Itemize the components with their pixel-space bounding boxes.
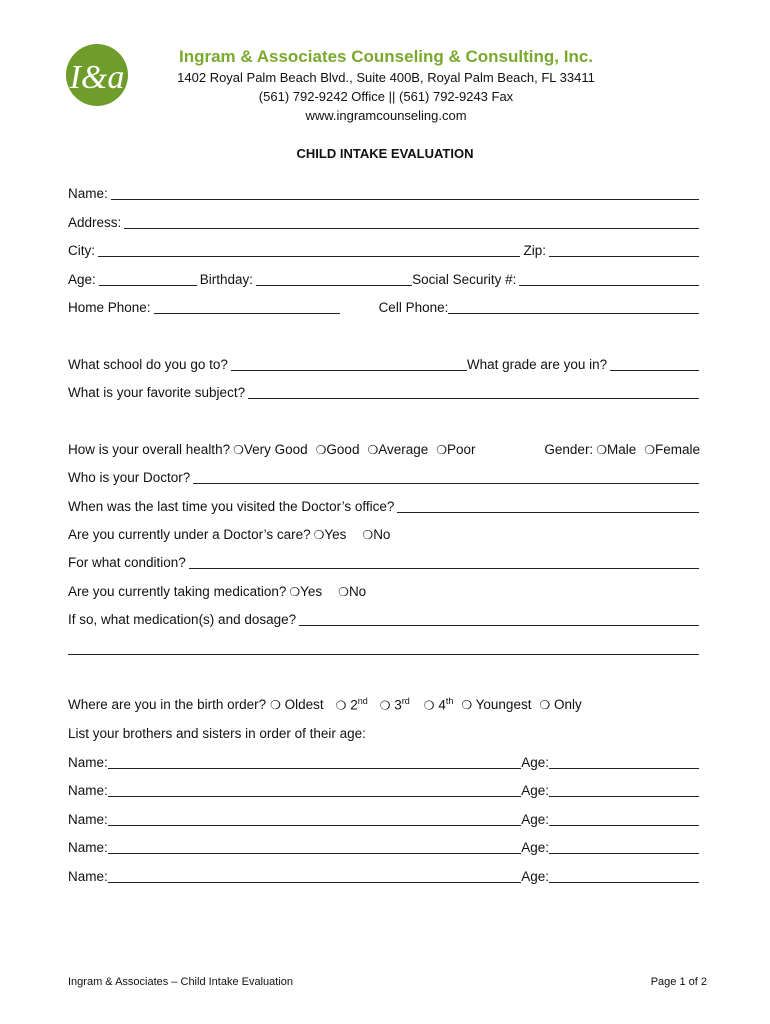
health-option-good[interactable]: ❍Good — [315, 442, 360, 457]
sibling-row — [68, 780, 702, 798]
zip-field[interactable] — [549, 243, 699, 257]
gender-option-female[interactable]: ❍Female — [644, 442, 700, 457]
checkbox-icon: ❍ — [379, 698, 391, 712]
condition-row — [68, 552, 702, 570]
sibling-name-field[interactable] — [108, 783, 521, 797]
birth-order-3rd[interactable]: ❍ 3rd — [379, 695, 410, 712]
doctor-care-label: Are you currently under a Doctor’s care? — [68, 527, 311, 542]
address-label: Address: — [68, 215, 122, 230]
medication-no[interactable]: ❍No — [338, 584, 367, 599]
school-label: What school do you go to? — [68, 357, 228, 372]
checkbox-icon: ❍ — [315, 443, 327, 457]
medication-yes[interactable]: ❍Yes — [289, 584, 323, 599]
cell-phone-field[interactable] — [448, 300, 699, 314]
checkbox-icon: ❍ — [338, 585, 349, 599]
checkbox-icon: ❍ — [289, 585, 301, 599]
checkbox-icon: ❍ — [313, 528, 325, 542]
sibling-name-label: Name: — [68, 812, 108, 827]
phones-row — [68, 297, 702, 315]
checkbox-icon: ❍ — [270, 698, 281, 712]
name-row — [68, 183, 702, 201]
footer-left: Ingram & Associates – Child Intake Evaluation — [68, 976, 294, 988]
checkbox-icon: ❍ — [233, 443, 244, 457]
last-visit-field[interactable] — [397, 499, 699, 513]
city-field[interactable] — [98, 243, 520, 257]
sibling-name-field[interactable] — [108, 755, 521, 769]
health-option-poor[interactable]: ❍Poor — [436, 442, 476, 457]
sibling-name-field[interactable] — [108, 812, 521, 826]
birth-order-oldest[interactable]: ❍ Oldest — [270, 697, 324, 712]
sibling-row — [68, 809, 702, 827]
sibling-age-field[interactable] — [549, 812, 699, 826]
footer-page-number: Page 1 of 2 — [650, 976, 707, 988]
dosage-label: If so, what medication(s) and dosage? — [68, 612, 297, 627]
sibling-name-field[interactable] — [108, 869, 521, 883]
checkbox-icon: ❍ — [539, 698, 551, 712]
home-phone-field[interactable] — [154, 300, 340, 314]
school-row — [68, 354, 702, 372]
ssn-field[interactable] — [519, 272, 699, 286]
checkbox-icon: ❍ — [335, 698, 347, 712]
name-label: Name: — [68, 186, 108, 201]
sibling-age-label: Age: — [521, 812, 549, 827]
doctor-care-row — [68, 524, 702, 542]
company-name: Ingram & Associates Counseling & Consulting, Inc. — [178, 47, 594, 66]
condition-field[interactable] — [189, 555, 699, 569]
medication-row — [68, 581, 702, 599]
sibling-name-label: Name: — [68, 869, 108, 884]
zip-label: Zip: — [523, 243, 546, 258]
siblings-label: List your brothers and sisters in order of their age: — [68, 726, 366, 741]
age-label: Age: — [68, 272, 96, 287]
address-field[interactable] — [124, 215, 699, 229]
checkbox-icon: ❍ — [436, 443, 448, 457]
birthday-label: Birthday: — [199, 272, 254, 287]
ssn-label: Social Security #: — [412, 272, 517, 287]
city-zip-row — [68, 240, 702, 258]
siblings-row — [68, 723, 702, 741]
form-title: CHILD INTAKE EVALUATION — [296, 146, 474, 161]
birthday-field[interactable] — [256, 272, 412, 286]
address-row — [68, 212, 702, 230]
checkbox-icon: ❍ — [596, 443, 607, 457]
sibling-name-label: Name: — [68, 840, 108, 855]
sibling-name-label: Name: — [68, 783, 108, 798]
logo-text: I&a — [69, 59, 125, 96]
sibling-name-field[interactable] — [108, 840, 521, 854]
city-label: City: — [68, 243, 95, 258]
sibling-row — [68, 752, 702, 770]
sibling-age-label: Age: — [521, 840, 549, 855]
birth-order-2nd[interactable]: ❍ 2nd — [335, 695, 368, 712]
checkbox-icon: ❍ — [461, 698, 473, 712]
doctor-row — [68, 467, 702, 485]
company-phones: (561) 792-9242 Office || (561) 792-9243 Fax — [258, 89, 514, 104]
dosage-row — [68, 609, 702, 627]
subject-field[interactable] — [248, 385, 699, 399]
condition-label: For what condition? — [68, 555, 186, 570]
name-field[interactable] — [111, 186, 699, 200]
sibling-age-field[interactable] — [549, 840, 699, 854]
dosage-row-2 — [68, 638, 702, 656]
health-option-very-good[interactable]: ❍Very Good — [233, 442, 308, 457]
last-visit-label: When was the last time you visited the Doctor’s office? — [68, 499, 395, 514]
birth-order-4th[interactable]: ❍ 4th — [423, 695, 454, 712]
sibling-age-field[interactable] — [549, 869, 699, 883]
health-label: How is your overall health? — [68, 442, 231, 457]
checkbox-icon: ❍ — [367, 443, 379, 457]
sibling-age-label: Age: — [521, 783, 549, 798]
company-address: 1402 Royal Palm Beach Blvd., Suite 400B, Royal Palm Beach, FL 33411 — [177, 70, 595, 85]
subject-row — [68, 382, 702, 400]
doctor-care-no[interactable]: ❍No — [362, 527, 391, 542]
school-field[interactable] — [231, 357, 467, 371]
sibling-age-field[interactable] — [549, 755, 699, 769]
subject-label: What is your favorite subject? — [68, 385, 246, 400]
logo-monogram — [66, 44, 128, 106]
age-birthday-ssn-row — [68, 269, 702, 287]
gender-option-male[interactable]: ❍Male — [596, 442, 637, 457]
birth-order-only[interactable]: ❍ Only — [539, 697, 582, 712]
sibling-row — [68, 866, 702, 884]
sibling-row — [68, 837, 702, 855]
grade-field[interactable] — [610, 357, 699, 371]
grade-label: What grade are you in? — [466, 357, 608, 372]
health-row — [68, 439, 702, 457]
doctor-label: Who is your Doctor? — [68, 470, 191, 485]
doctor-field[interactable] — [193, 470, 699, 484]
birth-order-row — [68, 694, 702, 712]
medication-label: Are you currently taking medication? — [68, 584, 287, 599]
age-field[interactable] — [99, 272, 197, 286]
home-phone-label: Home Phone: — [68, 300, 151, 315]
company-logo — [66, 44, 128, 106]
birth-order-youngest[interactable]: ❍ Youngest — [461, 697, 532, 712]
company-website[interactable]: www.ingramcounseling.com — [305, 108, 467, 123]
sibling-age-label: Age: — [521, 755, 549, 770]
checkbox-icon: ❍ — [362, 528, 374, 542]
last-visit-row — [68, 496, 702, 514]
dosage-field[interactable] — [299, 612, 699, 626]
doctor-care-yes[interactable]: ❍Yes — [313, 527, 347, 542]
sibling-age-field[interactable] — [549, 783, 699, 797]
sibling-age-label: Age: — [521, 869, 549, 884]
dosage-field-2[interactable] — [68, 641, 699, 655]
birth-order-label: Where are you in the birth order? — [68, 697, 267, 712]
health-option-average[interactable]: ❍Average — [367, 442, 429, 457]
gender-label: Gender: — [544, 442, 594, 457]
sibling-name-label: Name: — [68, 755, 108, 770]
checkbox-icon: ❍ — [644, 443, 655, 457]
cell-phone-label: Cell Phone: — [378, 300, 449, 315]
checkbox-icon: ❍ — [423, 698, 435, 712]
